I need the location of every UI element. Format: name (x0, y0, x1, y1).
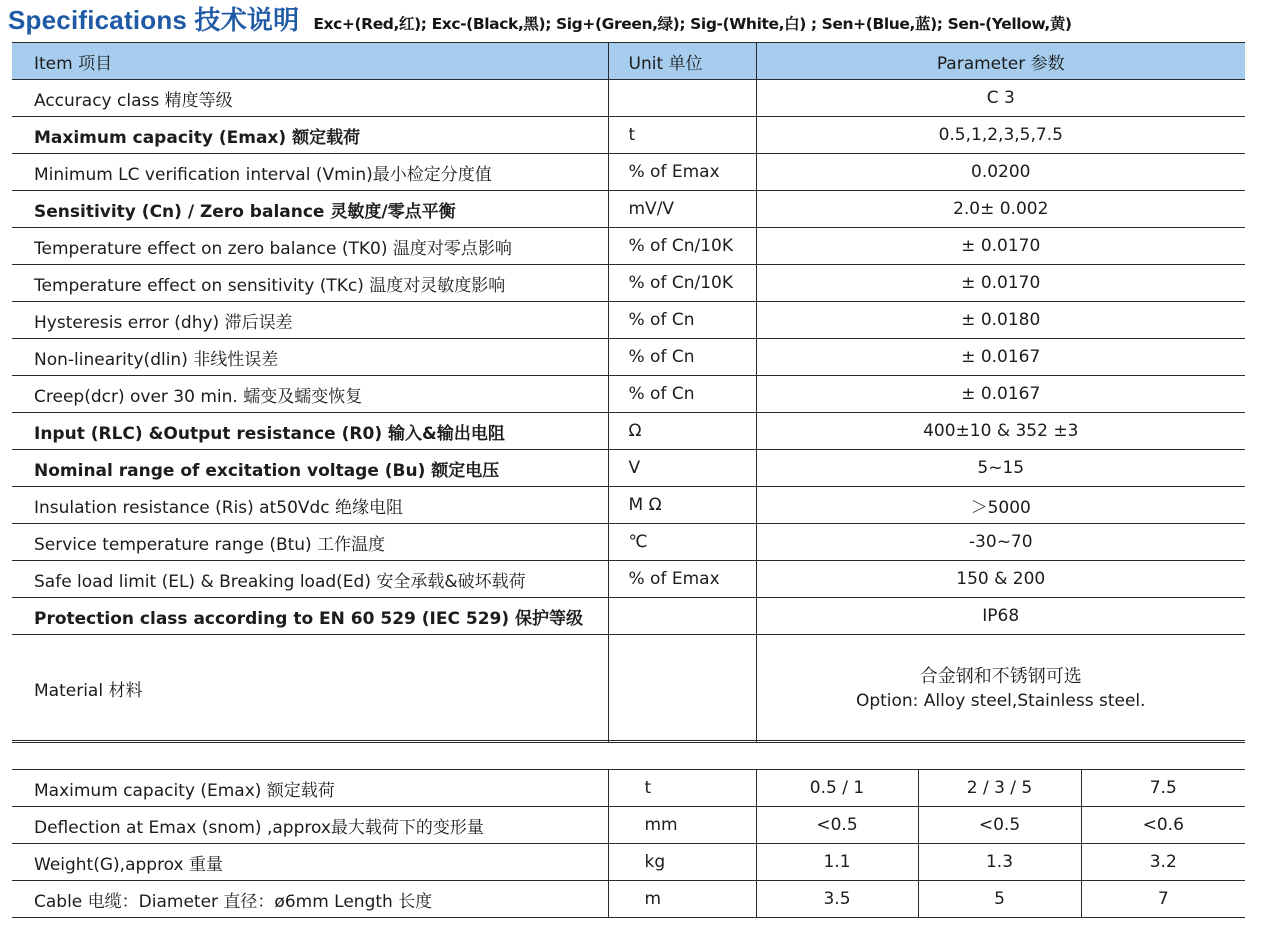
row-item: Non-linearity(dlin) 非线性误差 (12, 339, 608, 376)
table-header-row (12, 43, 1245, 80)
row-value-3: 7 (1081, 881, 1245, 918)
row-parameter: ＞5000 (756, 487, 1245, 524)
row-item: Temperature effect on zero balance (TK0) 温度对零点影响 (12, 228, 608, 265)
row-value-1: 0.5 / 1 (756, 770, 918, 807)
row-item: Maximum capacity (Emax) 额定载荷 (12, 770, 608, 807)
row-item: Insulation resistance (Ris) at50Vdc 绝缘电阻 (12, 487, 608, 524)
row-value-2: <0.5 (918, 807, 1081, 844)
table-row (12, 524, 1245, 561)
header-parameter: Parameter 参数 (756, 43, 1245, 80)
row-unit: m (608, 881, 756, 918)
material-item: Material 材料 (12, 635, 608, 743)
row-parameter: ± 0.0167 (756, 376, 1245, 413)
row-parameter: IP68 (756, 598, 1245, 635)
row-parameter: ± 0.0170 (756, 228, 1245, 265)
material-option-en: Option: Alloy steel,Stainless steel. (855, 690, 1146, 711)
row-unit: kg (608, 844, 756, 881)
header-item: Item 项目 (12, 43, 608, 80)
row-item: Hysteresis error (dhy) 滞后误差 (12, 302, 608, 339)
wiring-legend: Exc+(Red,红); Exc-(Black,黑); Sig+(Green,绿); Sig-(White,白) ; Sen+(Blue,蓝); Sen-(Yellow,黄) (313, 15, 1072, 33)
row-parameter: 0.0200 (756, 154, 1245, 191)
row-parameter: 0.5,1,2,3,5,7.5 (756, 117, 1245, 154)
row-item: Accuracy class 精度等级 (12, 80, 608, 117)
row-unit (608, 80, 756, 117)
table-row (12, 561, 1245, 598)
row-item: Service temperature range (Btu) 工作温度 (12, 524, 608, 561)
specifications-table (12, 42, 1245, 743)
row-unit (608, 598, 756, 635)
row-unit: t (608, 117, 756, 154)
row-item: Creep(dcr) over 30 min. 蠕变及蠕变恢复 (12, 376, 608, 413)
table-row (12, 598, 1245, 635)
table-row (12, 487, 1245, 524)
row-item: Cable 电缆：Diameter 直径：ø6mm Length 长度 (12, 881, 608, 918)
row-unit: % of Cn/10K (608, 228, 756, 265)
row-unit: % of Cn/10K (608, 265, 756, 302)
table-row (12, 413, 1245, 450)
row-unit: t (608, 770, 756, 807)
table-row (12, 80, 1245, 117)
row-parameter: 150 & 200 (756, 561, 1245, 598)
row-parameter: ± 0.0167 (756, 339, 1245, 376)
row-value-3: 7.5 (1081, 770, 1245, 807)
row-unit: % of Emax (608, 561, 756, 598)
row-item: Maximum capacity (Emax) 额定载荷 (12, 117, 608, 154)
table-row (12, 228, 1245, 265)
page-header (8, 0, 1072, 35)
material-row (12, 635, 1245, 743)
row-parameter: C 3 (756, 80, 1245, 117)
row-parameter: ± 0.0170 (756, 265, 1245, 302)
table-row (12, 191, 1245, 228)
row-item: Sensitivity (Cn) / Zero balance 灵敏度/零点平衡 (12, 191, 608, 228)
section-divider (12, 740, 1245, 741)
row-unit: V (608, 450, 756, 487)
row-unit: % of Cn (608, 339, 756, 376)
table-row (12, 844, 1245, 881)
row-unit: % of Cn (608, 302, 756, 339)
page-title: Specifications 技术说明 (8, 5, 300, 35)
row-value-1: 3.5 (756, 881, 918, 918)
table-row (12, 770, 1245, 807)
row-parameter: 5~15 (756, 450, 1245, 487)
capacity-dimensions-table (12, 769, 1245, 918)
row-value-2: 5 (918, 881, 1081, 918)
row-value-3: 3.2 (1081, 844, 1245, 881)
row-item: Protection class according to EN 60 529 (IEC 529) 保护等级 (12, 598, 608, 635)
header-unit: Unit 单位 (608, 43, 756, 80)
table-row (12, 154, 1245, 191)
row-value-2: 2 / 3 / 5 (918, 770, 1081, 807)
table-row (12, 265, 1245, 302)
table-row (12, 881, 1245, 918)
table-row (12, 302, 1245, 339)
row-parameter: 400±10 & 352 ±3 (756, 413, 1245, 450)
row-unit: Ω (608, 413, 756, 450)
table-row (12, 807, 1245, 844)
material-option-cn: 合金钢和不锈钢可选 (919, 665, 1082, 687)
row-unit: mm (608, 807, 756, 844)
table-row (12, 450, 1245, 487)
row-value-2: 1.3 (918, 844, 1081, 881)
material-unit (608, 635, 756, 743)
row-item: Deflection at Emax (snom) ,approx最大载荷下的变形量 (12, 807, 608, 844)
row-value-1: 1.1 (756, 844, 918, 881)
row-item: Temperature effect on sensitivity (TKc) 温度对灵敏度影响 (12, 265, 608, 302)
row-unit: ℃ (608, 524, 756, 561)
row-unit: % of Cn (608, 376, 756, 413)
row-item: Nominal range of excitation voltage (Bu) 额定电压 (12, 450, 608, 487)
row-unit: mV/V (608, 191, 756, 228)
row-parameter: ± 0.0180 (756, 302, 1245, 339)
row-unit: % of Emax (608, 154, 756, 191)
table-row (12, 339, 1245, 376)
row-value-1: <0.5 (756, 807, 918, 844)
row-value-3: <0.6 (1081, 807, 1245, 844)
row-item: Weight(G),approx 重量 (12, 844, 608, 881)
row-unit: M Ω (608, 487, 756, 524)
material-parameter (756, 635, 1245, 743)
table-row (12, 376, 1245, 413)
row-item: Input (RLC) &Output resistance (R0) 输入&输出电阻 (12, 413, 608, 450)
row-item: Minimum LC verification interval (Vmin)最小检定分度值 (12, 154, 608, 191)
table-row (12, 117, 1245, 154)
row-item: Safe load limit (EL) & Breaking load(Ed) 安全承载&破坏载荷 (12, 561, 608, 598)
row-parameter: 2.0± 0.002 (756, 191, 1245, 228)
row-parameter: -30~70 (756, 524, 1245, 561)
